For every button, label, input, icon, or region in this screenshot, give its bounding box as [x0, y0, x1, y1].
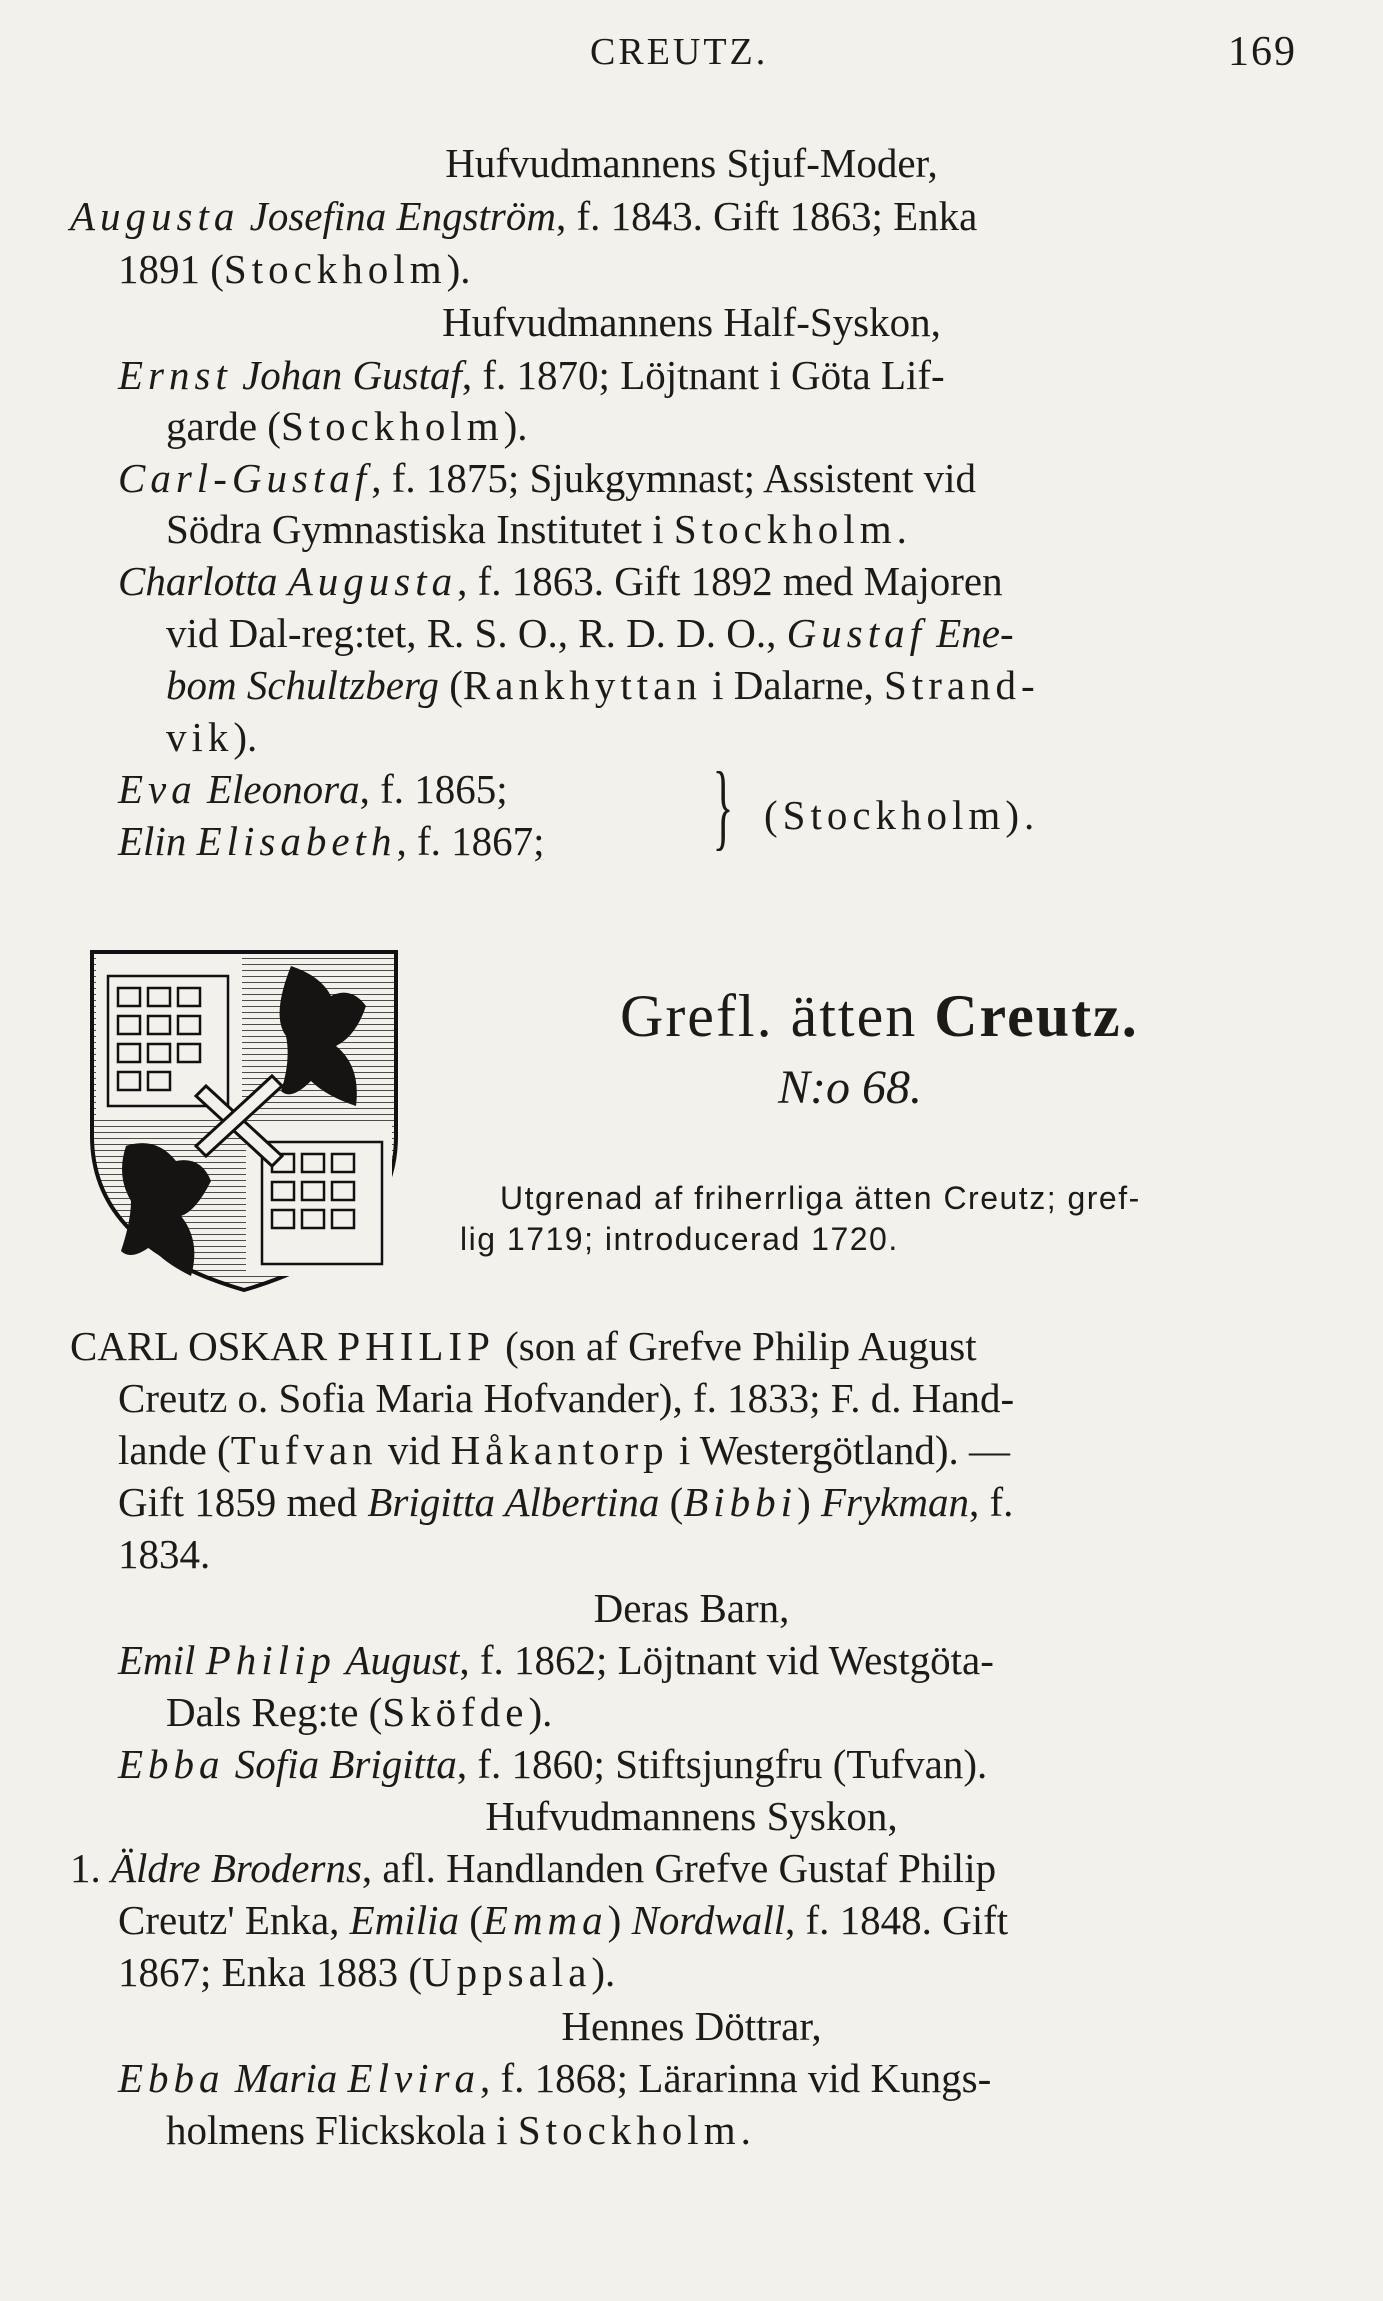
- entry-carl-gustaf: Carl-Gustaf, f. 1875; Sjukgymnast; Assistent vid: [118, 455, 976, 501]
- entry-carl-oskar-cont-1: Creutz o. Sofia Maria Hofvander), f. 1833; F. d. Hand-: [118, 1375, 1015, 1421]
- heading-half-syskon: Hufvudmannens Half-Syskon,: [442, 299, 941, 345]
- entry-ernst-cont: garde (Stockholm).: [166, 403, 528, 449]
- entry-aldre-broderns: 1. Äldre Broderns, afl. Handlanden Grefve Gustaf Philip: [70, 1845, 997, 1891]
- page-number: 169: [1228, 29, 1297, 75]
- entry-aldre-broderns-cont-1: Creutz' Enka, Emilia (Emma) Nordwall, f. 1848. Gift: [118, 1897, 1009, 1943]
- entry-eva-elin-place: (Stockholm).: [764, 792, 1040, 838]
- coat-of-arms-image: [86, 946, 402, 1296]
- heading-deras-barn: Deras Barn,: [593, 1585, 790, 1631]
- entry-aldre-broderns-cont-2: 1867; Enka 1883 (Uppsala).: [118, 1949, 616, 1995]
- section-note-1: Utgrenad af friherrliga ätten Creutz; gref-: [500, 1180, 1141, 1216]
- show-through: [230, 30, 276, 83]
- entry-charlotta-cont-2: bom Schultzberg (Rankhyttan i Dalarne, Strand-: [166, 662, 1040, 708]
- entry-ebba-maria: Ebba Maria Elvira, f. 1868; Lärarinna vid Kungs-: [118, 2055, 992, 2101]
- brace-symbol: }: [712, 752, 734, 859]
- entry-ebba-maria-cont: holmens Flickskola i Stockholm.: [166, 2107, 751, 2153]
- section-title: Grefl. ätten Creutz.: [620, 983, 1139, 1049]
- running-title: CREUTZ.: [590, 31, 769, 73]
- heading-stjuf-moder: Hufvudmannens Stjuf-Moder,: [445, 140, 938, 186]
- entry-augusta: Augusta Josefina Engström, f. 1843. Gift 1863; Enka: [70, 193, 978, 239]
- entry-eva: Eva Eleonora, f. 1865;: [118, 766, 508, 812]
- section-note-2: lig 1719; introducerad 1720.: [460, 1221, 899, 1257]
- heading-syskon: Hufvudmannens Syskon,: [485, 1793, 898, 1839]
- entry-charlotta: Charlotta Augusta, f. 1863. Gift 1892 med Majoren: [118, 558, 1003, 604]
- section-number: N:o 68.: [778, 1061, 922, 1114]
- entry-emil: Emil Philip August, f. 1862; Löjtnant vid Westgöta-: [118, 1637, 994, 1683]
- entry-emil-cont: Dals Reg:te (Sköfde).: [166, 1689, 553, 1735]
- entry-elin: Elin Elisabeth, f. 1867;: [118, 818, 545, 864]
- entry-carl-oskar-cont-3: Gift 1859 med Brigitta Albertina (Bibbi) Frykman, f.: [118, 1479, 1014, 1525]
- entry-ernst: Ernst Johan Gustaf, f. 1870; Löjtnant i Göta Lif-: [118, 352, 945, 398]
- entry-augusta-cont: 1891 (Stockholm).: [118, 246, 471, 292]
- entry-carl-oskar: CARL OSKAR PHILIP (son af Grefve Philip August: [70, 1323, 977, 1369]
- entry-charlotta-cont-3: vik).: [166, 714, 258, 760]
- entry-carl-oskar-cont-2: lande (Tufvan vid Håkantorp i Westergötland). —: [118, 1427, 1010, 1473]
- entry-charlotta-cont-1: vid Dal-reg:tet, R. S. O., R. D. D. O., Gustaf Ene-: [166, 610, 1014, 656]
- entry-carl-oskar-cont-4: 1834.: [118, 1531, 211, 1577]
- entry-carl-gustaf-cont: Södra Gymnastiska Institutet i Stockholm.: [166, 506, 907, 552]
- heading-hennes-dottrar: Hennes Döttrar,: [561, 2003, 822, 2049]
- entry-ebba-sofia: Ebba Sofia Brigitta, f. 1860; Stiftsjungfru (Tufvan).: [118, 1741, 988, 1787]
